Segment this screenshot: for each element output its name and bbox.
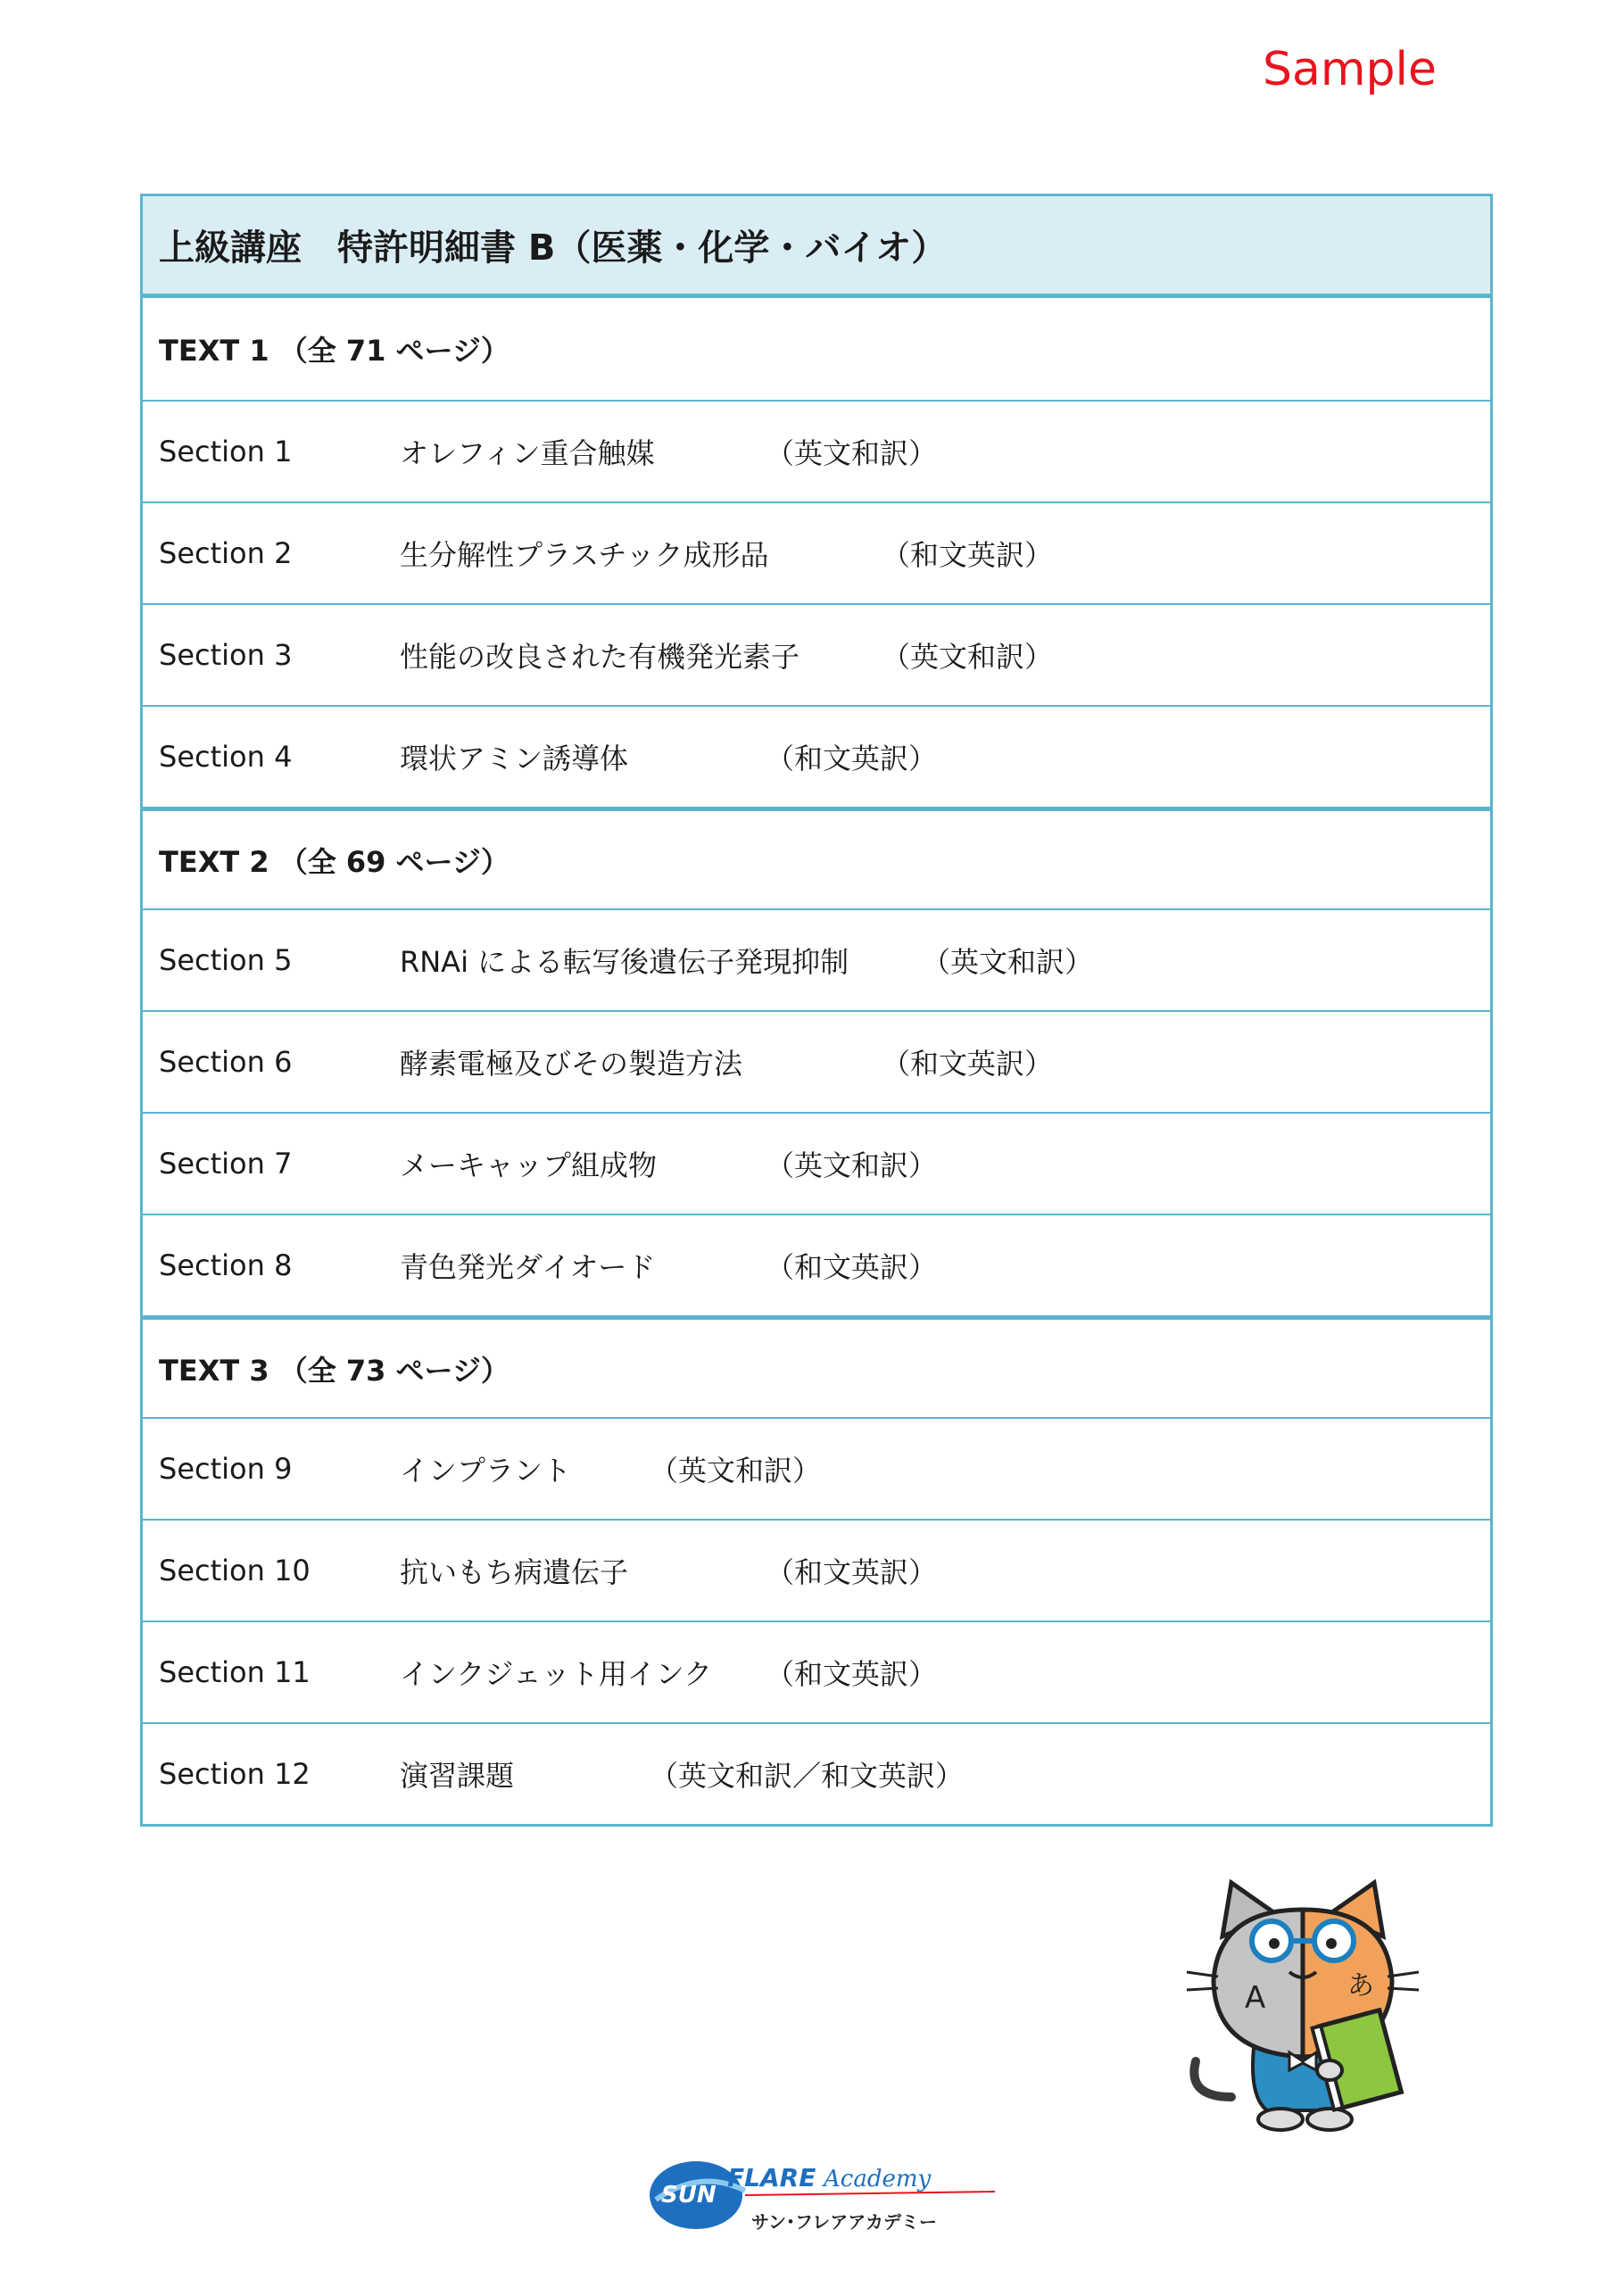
translation-direction: （和文英訳）: [766, 1657, 938, 1691]
translation-direction: （英文和訳）: [766, 436, 938, 470]
section-number: Section 5: [159, 943, 293, 977]
section-title: 生分解性プラスチック成形品: [400, 538, 769, 572]
section-row: [143, 1519, 1490, 1620]
section-row: [143, 1112, 1490, 1214]
section-row: [143, 400, 1490, 501]
section-number: Section 1: [159, 435, 293, 468]
svg-text:Academy: Academy: [824, 2166, 932, 2192]
section-row: [143, 908, 1490, 1010]
translation-direction: （和文英訳）: [882, 1047, 1054, 1081]
section-title: インプラント: [400, 1454, 572, 1488]
course-table: [140, 194, 1493, 1827]
section-number: Section 4: [159, 740, 293, 774]
sample-watermark: Sample: [1263, 43, 1437, 96]
translation-direction: （和文英訳）: [766, 742, 938, 775]
section-row: [143, 603, 1490, 705]
section-number: Section 3: [159, 638, 293, 672]
text-header-3: TEXT 3 （全 73 ページ）: [143, 1315, 1490, 1417]
section-number: Section 11: [159, 1655, 311, 1689]
mascot-letter-a: A: [1245, 1980, 1266, 2016]
translation-direction: （英文和訳）: [766, 1148, 938, 1182]
section-number: Section 10: [159, 1554, 311, 1587]
course-title: 上級講座 特許明細書 B（医薬・化学・バイオ）: [143, 196, 1490, 298]
translation-direction: （和文英訳）: [882, 538, 1054, 572]
section-row: [143, 501, 1490, 603]
section-title: メーキャップ組成物: [400, 1148, 658, 1182]
section-number: Section 9: [159, 1452, 293, 1486]
translation-direction: （英文和訳）: [922, 945, 1094, 979]
text-header-1: TEXT 1 （全 71 ページ）: [159, 334, 510, 368]
mascot-letter-hiragana: あ: [1347, 1970, 1374, 2002]
section-number: Section 12: [159, 1757, 311, 1791]
text-header-2: TEXT 2 （全 69 ページ）: [143, 807, 1490, 908]
section-number: Section 6: [159, 1045, 293, 1079]
translation-direction: （和文英訳）: [766, 1555, 938, 1589]
section-number: Section 2: [159, 536, 293, 570]
section-title: 青色発光ダイオード: [400, 1250, 656, 1284]
section-row: [143, 1722, 1490, 1824]
section-title: RNAi による転写後遺伝子発現抑制: [400, 945, 849, 979]
translation-direction: （英文和訳）: [882, 640, 1054, 674]
translation-direction: （英文和訳）: [650, 1454, 822, 1488]
section-title: 演習課題: [400, 1759, 515, 1793]
section-row: [143, 1620, 1490, 1722]
section-row: [143, 1417, 1490, 1519]
logo-subtitle: サン･フレアアカデミー: [751, 2211, 937, 2233]
section-title: 酵素電極及びその製造方法: [400, 1047, 743, 1081]
translation-direction: （和文英訳）: [766, 1250, 938, 1284]
section-row: [143, 705, 1490, 807]
section-title: 性能の改良された有機発光素子: [400, 640, 800, 674]
svg-text:FLARE: FLARE: [727, 2163, 816, 2192]
section-row: [143, 1214, 1490, 1315]
translation-direction: （英文和訳／和文英訳）: [650, 1759, 965, 1793]
table-body: [143, 298, 1490, 1824]
section-number: Section 7: [159, 1147, 293, 1181]
cat-mascot-icon: [1169, 1874, 1437, 2142]
section-title: 抗いもち病遺伝子: [400, 1555, 629, 1589]
section-title: 環状アミン誘導体: [400, 742, 629, 775]
section-title: オレフィン重合触媒: [400, 436, 655, 470]
section-title: インクジェット用インク: [400, 1657, 713, 1691]
section-row: [143, 1010, 1490, 1112]
section-number: Section 8: [159, 1248, 293, 1282]
svg-text:SUN: SUN: [661, 2182, 717, 2209]
